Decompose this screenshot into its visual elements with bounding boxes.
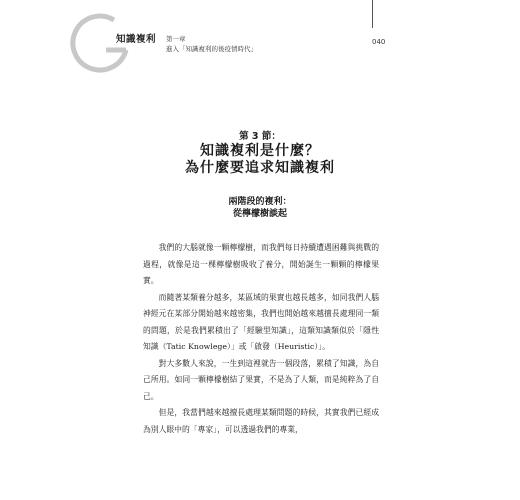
- paragraph: 對大多數人來說，一生到這裡就告一個段落，累積了知識，為自己所用。如同一顆檸檬樹結了果實，不是為了人類，而是純粹為了自己。: [143, 358, 379, 401]
- chapter-info: [166, 34, 257, 54]
- subsection-heading: [0, 196, 520, 220]
- chapter-number: 第一章: [166, 35, 186, 43]
- section-heading: [0, 130, 520, 177]
- section-label: 第 3 節：: [239, 131, 281, 142]
- chapter-title: 進入「知識複利的後疫情時代」: [166, 45, 258, 53]
- section-title-line-2: 為什麼要追求知識複利: [185, 160, 335, 176]
- subsection-line-2: 從檸檬樹談起: [232, 209, 287, 219]
- page-number: 040: [372, 38, 386, 46]
- paragraph: 而隨著某類養分越多，某區域的果實也越長越多，如同我們人腦神經元在某部分開始越來越密集，我們也開始越來越擅長處理同一類的問題，於是我們累積出了「經驗型知識」，這類知識類似於「隱性知識（Tatic Knowlege）」或「啟發（Heuristic）」。: [143, 292, 379, 351]
- subsection-line-1: 兩階段的複利：: [228, 197, 292, 207]
- section-title-line-1: 知識複利是什麼？: [200, 143, 320, 159]
- body-text: [143, 240, 379, 438]
- vertical-rule: [372, 0, 373, 28]
- paragraph: 我們的大腦就像一顆檸檬樹，而我們每日持續遭遇困難與挑戰的過程，就像是這一棵檸檬樹吸收了養分，開始誕生一顆顆的檸檬果實。: [143, 243, 379, 285]
- paragraph: 但是，我當們越來越擅長處理某類問題的時候，其實我們已經成為別人眼中的「專家」，可以透過我們的專業，: [143, 408, 379, 434]
- running-header: [116, 34, 257, 54]
- book-title: 知識複利: [116, 34, 157, 45]
